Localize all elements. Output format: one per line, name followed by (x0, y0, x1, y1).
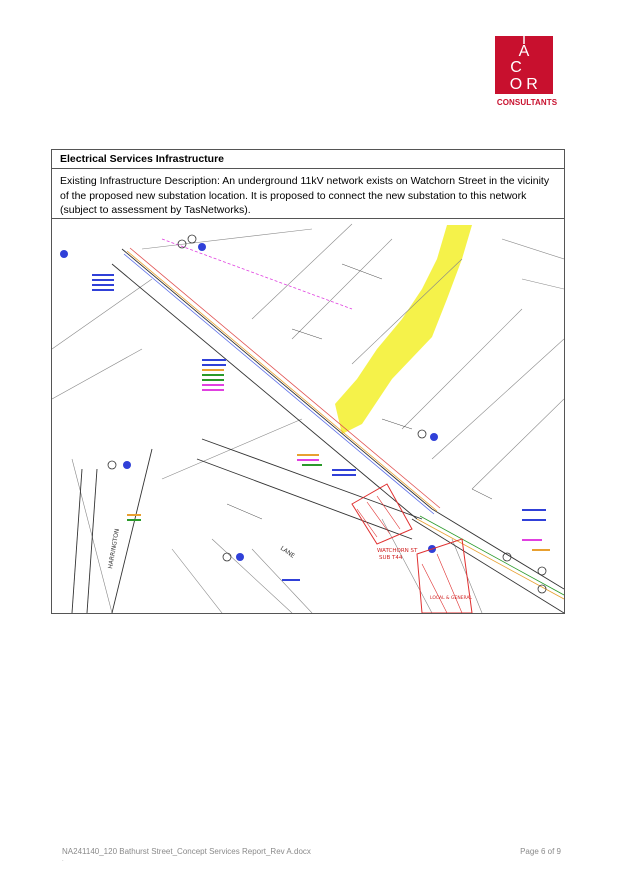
footer-mark: . (62, 857, 64, 863)
footer-page-number: Page 6 of 9 (520, 847, 561, 856)
locality-label: LOCAL & GENERAL (430, 596, 473, 601)
street-label-lane: LANE (278, 544, 296, 560)
logo-mark (495, 36, 553, 94)
logo-letter-r: R (526, 76, 538, 93)
infrastructure-panel (51, 149, 565, 614)
section-description: Existing Infrastructure Description: An underground 11kV network exists on Watchorn Street in the vicinity of the proposed new substation location. It is proposed to connect the new substation to this network (subject to assessment by TasNetworks). (52, 169, 564, 219)
footer-document-ref: NA241140_120 Bathurst Street_Concept Services Report_Rev A.docx (62, 847, 311, 856)
logo-letter-a: A (518, 43, 530, 60)
company-logo (494, 36, 560, 110)
site-plan-drawing (52, 219, 564, 613)
logo-name: CONSULTANTS (496, 98, 558, 107)
section-title: Electrical Services Infrastructure (52, 150, 564, 169)
logo-letter-c: C (510, 59, 522, 76)
street-label-harrington: HARRINGTON (107, 528, 122, 570)
street-label-watchorn: WATCHORN ST (377, 548, 418, 554)
logo-letter-o: O (509, 76, 523, 93)
substation-label: SUB T44 (379, 555, 403, 561)
